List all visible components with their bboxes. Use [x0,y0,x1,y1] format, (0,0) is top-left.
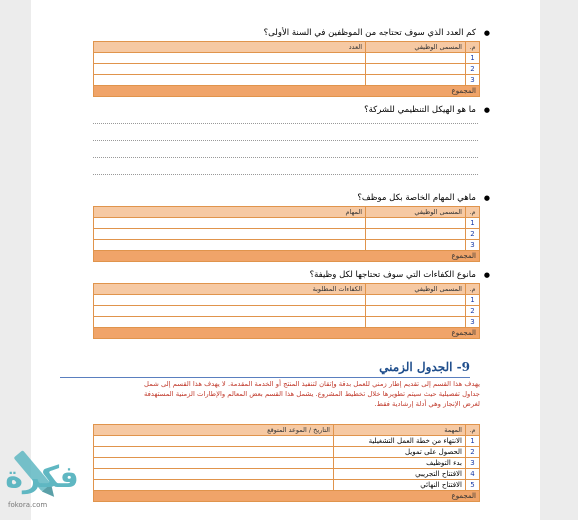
table-row: 1 [94,218,480,229]
watermark-url: fokora.com [8,501,48,509]
table-row: 2 [94,64,480,75]
answer-line[interactable] [93,157,478,158]
question-org-structure: ●ما هو الهيكل التنظيمي للشركة؟ [364,105,490,115]
answer-line[interactable] [93,174,478,175]
answer-line[interactable] [93,123,478,124]
cell-job-title[interactable] [366,75,466,86]
cell-count[interactable] [94,64,366,75]
total-row: المجموع [94,491,480,502]
cell-task: الانتهاء من خطة العمل التشغيلية [334,436,466,447]
cell-date[interactable] [94,447,334,458]
paragraph-line: لغرض الإنجاز وهي أدلة إرشادية فقط. [374,400,480,408]
header-tasks: المهام [94,207,366,218]
table-row: 1 [94,53,480,64]
header-number: م. [466,284,480,295]
table-employees-count [93,41,480,97]
cell-task: الحصول على تمويل [334,447,466,458]
cell-job-title[interactable] [366,64,466,75]
cell-job-title[interactable] [366,306,466,317]
document-page [31,0,540,520]
question-employees-count: ●كم العدد الذي سوف تحتاجه من الموظفين في السنة الأولى؟ [263,28,490,38]
header-count: العدد [94,42,366,53]
bullet-icon: ● [483,29,490,37]
bullet-icon: ● [483,106,490,114]
cell-job-title[interactable] [366,53,466,64]
table-timeline [93,424,480,502]
watermark-logo-text: فكرة [5,460,79,495]
window-margin-right [540,0,578,520]
table-row: 2 الحصول على تمويل [94,447,480,458]
cell-competencies[interactable] [94,317,366,328]
cell-competencies[interactable] [94,306,366,317]
table-row: 2 [94,229,480,240]
paragraph-line: جداول تفصيلية حيث سيتم تطويرها خلال تخطيط المشروع. يشمل هذا القسم بعض المعالم والإطارات الزمنية المستهدفة [144,390,480,398]
cell-task: الافتتاح النهائي [334,480,466,491]
section-title-timeline: 9- الجدول الزمني [379,360,470,374]
title-underline [60,377,470,378]
header-expected-date: التاريخ / الموعد المتوقع [94,425,334,436]
cell-count[interactable] [94,75,366,86]
cell-date[interactable] [94,480,334,491]
cell-job-title[interactable] [366,229,466,240]
answer-line[interactable] [93,140,478,141]
table-row: 4 الافتتاح التجريبي [94,469,480,480]
cell-job-title[interactable] [366,317,466,328]
cell-competencies[interactable] [94,295,366,306]
table-row: 3 [94,75,480,86]
cell-job-title[interactable] [366,240,466,251]
bullet-icon: ● [483,271,490,279]
header-number: م. [466,425,480,436]
cell-tasks[interactable] [94,229,366,240]
header-job-title: المسمى الوظيفي [366,284,466,295]
table-employee-tasks [93,206,480,262]
question-employee-tasks: ●ماهي المهام الخاصة بكل موظف؟ [357,193,490,203]
header-number: م. [466,42,480,53]
table-row: 1 [94,295,480,306]
cell-date[interactable] [94,436,334,447]
table-row: 2 [94,306,480,317]
cell-count[interactable] [94,53,366,64]
section-paragraph [93,379,480,409]
table-row: 3 بدء التوظيف [94,458,480,469]
question-competencies: ●مانوع الكفاءات التي سوف تحتاجها لكل وظيفة؟ [309,270,490,280]
table-row: 5 الافتتاح النهائي [94,480,480,491]
cell-tasks[interactable] [94,240,366,251]
bullet-icon: ● [483,194,490,202]
paragraph-line: يهدف هذا القسم إلى تقديم إطار زمني للعمل بدقة وإتقان لتنفيذ المنتج أو الخدمة المقدمة. لا يهدف هذا القسم إلى شمل [144,380,480,388]
header-task: المهمة [334,425,466,436]
header-number: م. [466,207,480,218]
header-job-title: المسمى الوظيفي [366,207,466,218]
cell-task: بدء التوظيف [334,458,466,469]
table-row: 1 الانتهاء من خطة العمل التشغيلية [94,436,480,447]
cell-job-title[interactable] [366,218,466,229]
cell-date[interactable] [94,458,334,469]
header-competencies: الكفاءات المطلوبة [94,284,366,295]
table-competencies [93,283,480,339]
total-row: المجموع [94,251,480,262]
cell-job-title[interactable] [366,295,466,306]
table-row: 3 [94,240,480,251]
total-row: المجموع [94,86,480,97]
cell-task: الافتتاح التجريبي [334,469,466,480]
cell-date[interactable] [94,469,334,480]
header-job-title: المسمى الوظيفي [366,42,466,53]
table-row: 3 [94,317,480,328]
cell-tasks[interactable] [94,218,366,229]
total-row: المجموع [94,328,480,339]
